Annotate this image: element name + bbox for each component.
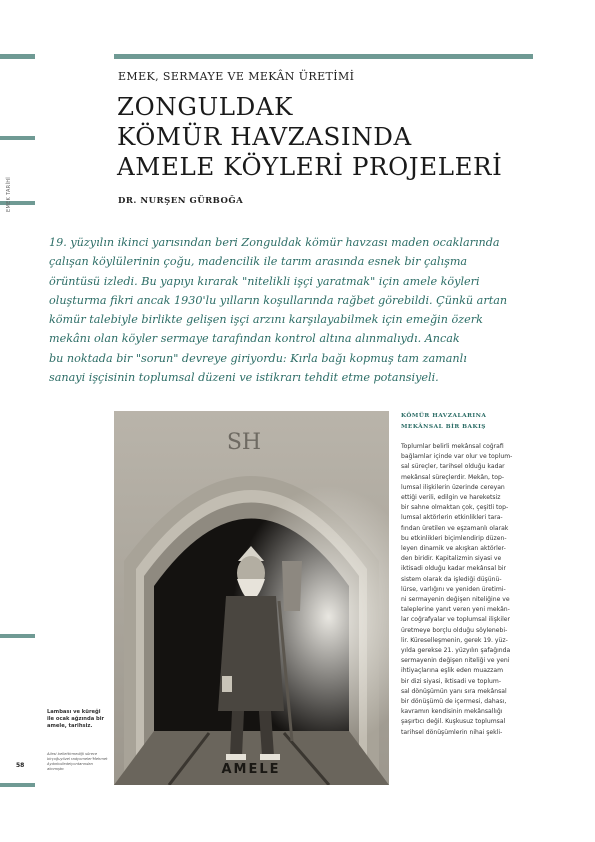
section-heading-line: MEKÂNSAL BİR BAKIŞ (401, 424, 486, 430)
photo-caption: Lambası ve küreği ile ocak ağzında bir amele, tarihsiz. (47, 709, 105, 729)
mine-entrance-photo (114, 411, 389, 785)
body-line: bir sahne olmaktan çok, çeşitli top- (401, 504, 509, 512)
side-rule-upper (0, 136, 35, 140)
body-line: şaşırtıcı değil. Kuşkusuz toplumsal (401, 718, 506, 726)
body-line: sermayenin değişen niteliği ve yeni (401, 657, 510, 665)
section-side-label: EMEK TARİHİ (6, 176, 12, 212)
body-line: iktisadi olduğu kadar mekânsal bir (401, 565, 507, 573)
body-line: ni sermayenin değişen niteliğine ve (401, 596, 510, 604)
body-line: Toplumlar belirli mekânsal coğrafi (401, 443, 504, 450)
page-number: 58 (16, 762, 25, 769)
title-line: AMELE KÖYLERİ PROJELERİ (117, 152, 503, 181)
body-line: sal süreçler, tarihsel olduğu kadar (401, 463, 505, 471)
body-line: sal dönüşümün yanı sıra mekânsal (401, 687, 507, 695)
caption-rule-lower (0, 783, 35, 787)
lead-line: 19. yüzyılın ikinci yarısından beri Zonguldak kömür havzası maden ocaklarında (49, 236, 500, 249)
body-line: kavramın kendisinin mekânsallığı (401, 708, 503, 716)
body-line: lar coğrafyalar ve toplumsal ilişkiler (401, 616, 511, 624)
lead-line: örüntüsü izledi. Bu yapıyı kırarak "nitelikli işçi yaratmak" için amele köyleri (49, 274, 480, 288)
body-line: üretmeye borçlu olduğu söylenebi- (401, 626, 508, 634)
lead-paragraph (49, 233, 539, 387)
body-line: den biridir. Kapitalizmin siyasi ve (401, 555, 502, 563)
lead-line: çalışan köylülerinin çoğu, madencilik ile tarım arasında esnek bir çalışma (49, 255, 468, 269)
body-text-column (401, 442, 532, 738)
body-line: bağlamlar içinde var olur ve toplum- (401, 453, 513, 461)
top-rule-right (114, 54, 533, 59)
caption-rule-upper (0, 634, 35, 638)
section-heading (401, 411, 486, 433)
body-line: sistem olarak da işlediği düşünü- (401, 575, 502, 583)
body-line: taleplerine yanıt veren yeni mekân- (401, 606, 510, 614)
body-line: lumsal ilişkilerin üzerinde cereyan (401, 483, 505, 491)
body-line: leyen dinamik ve akışkan aktörler- (401, 545, 506, 553)
lead-line: mekânı olan köyler sermaye tarafından kontrol altına alınmalıydı. Ancak (49, 332, 460, 346)
lead-line: oluşturma fikri ancak 1930'lu yılların koşullarında rağbet görebildi. Çünkü artan (49, 293, 508, 307)
top-rule-left (0, 54, 35, 59)
ground-caption: AMELE (221, 762, 281, 777)
photo-credit: Ailesi bellettirmediği sürece birçoğuyözel radyomeler'Mehmet Aydınkolledeiyontarından alınmıştır. (47, 752, 108, 771)
body-line: lir. Küreselleşmenin, gerek 19. yüz- (401, 636, 508, 644)
title-line: ZONGULDAK (117, 92, 294, 121)
body-line: ettiği verili, edilgin ve hareketsiz (401, 494, 501, 502)
article-title (117, 92, 502, 182)
body-line: lumsal aktörlerin etkinlikleri tara- (401, 514, 503, 522)
tunnel-sign: SH (226, 430, 262, 455)
body-line: tarihsel dönüşümlerin nihai şekli- (401, 728, 503, 736)
body-line: yılda gerekse 21. yüzyılın şafağında (401, 647, 511, 655)
body-line: ihtiyaçlarına eşlik eden muazzam (401, 667, 504, 675)
body-line: bir dönüşümü de içermesi, dahası, (401, 698, 507, 706)
lead-line: bu noktada bir "sorun" devreye giriyordu: Kırla bağı kopmuş tam zamanlı (49, 351, 467, 365)
body-line: fından üretilen ve eşzamanlı olarak (401, 524, 509, 532)
lead-line: sanayi işçisinin toplumsal düzeni ve istikrarı tehdit etme potansiyeli. (49, 371, 439, 385)
body-line: bu etkinlikleri biçimlendirip düzen- (401, 534, 507, 542)
article-author: DR. NURŞEN GÜRBOĞA (118, 196, 244, 206)
article-kicker: EMEK, SERMAYE VE MEKÂN ÜRETİMİ (118, 70, 355, 83)
lead-line: kömür talebiyle birlikte gelişen işçi arzını karşılayabilmek için emeğin özerk (49, 313, 483, 327)
photo-illustration (114, 411, 389, 785)
body-line: bir dizi siyasi, iktisadi ve toplum- (401, 677, 502, 685)
section-heading-line: KÖMÜR HAVZALARINA (401, 413, 487, 419)
body-line: lürse, varlığını ve yeniden üretimi- (401, 585, 506, 593)
title-line: KÖMÜR HAVZASINDA (117, 122, 412, 151)
body-line: mekânsal süreçlerdir. Mekân, top- (401, 473, 505, 481)
